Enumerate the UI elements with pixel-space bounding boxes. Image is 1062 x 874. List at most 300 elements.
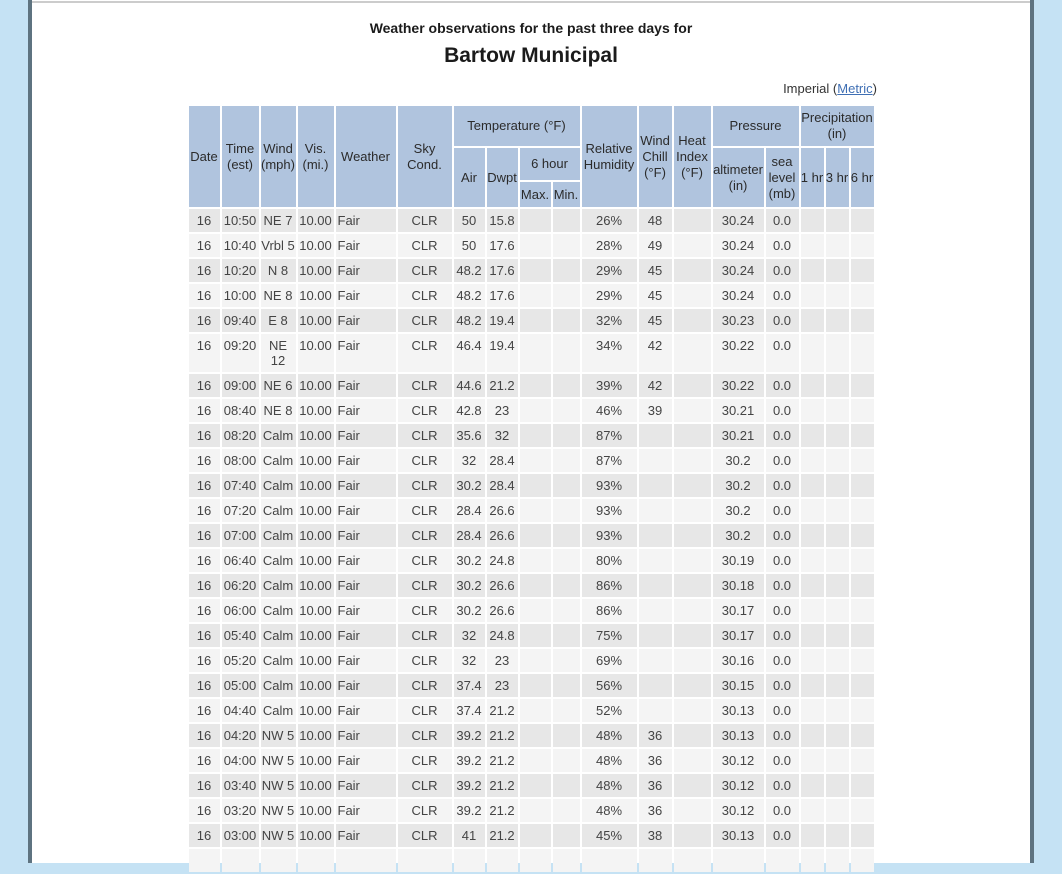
cell-relative-humidity (582, 849, 637, 872)
cell-max (520, 234, 551, 257)
cell-precip-1hr (801, 599, 824, 622)
cell-sea-level: 0.0 (766, 724, 799, 747)
cell-date: 16 (189, 699, 220, 722)
cell-max (520, 499, 551, 522)
cell-precip-6hr (851, 334, 874, 372)
cell-time: 06:40 (222, 549, 259, 572)
cell-min (553, 374, 580, 397)
cell-time (222, 849, 259, 872)
cell-precip-6hr (851, 699, 874, 722)
cell-heat-index (674, 549, 711, 572)
cell-weather (336, 849, 396, 872)
cell-sky: CLR (398, 259, 452, 282)
table-row (189, 474, 874, 497)
cell-precip-6hr (851, 674, 874, 697)
cell-heat-index (674, 234, 711, 257)
cell-relative-humidity: 26% (582, 209, 637, 232)
cell-vis: 10.00 (298, 209, 334, 232)
header-cell-wind-chill: Wind Chill (°F) (639, 106, 672, 207)
cell-wind (261, 849, 296, 872)
units-toggle (185, 81, 877, 97)
cell-wind: Calm (261, 449, 296, 472)
cell-heat-index (674, 449, 711, 472)
cell-altimeter: 30.2 (713, 499, 764, 522)
header-cell-precip-1hr: 1 hr (801, 148, 824, 207)
cell-vis: 10.00 (298, 284, 334, 307)
cell-precip-1hr (801, 574, 824, 597)
cell-relative-humidity: 80% (582, 549, 637, 572)
cell-wind-chill (639, 849, 672, 872)
cell-time: 09:20 (222, 334, 259, 372)
cell-air: 50 (454, 209, 485, 232)
cell-sky: CLR (398, 334, 452, 372)
cell-min (553, 309, 580, 332)
cell-precip-1hr (801, 774, 824, 797)
cell-precip-3hr (826, 399, 849, 422)
cell-date: 16 (189, 309, 220, 332)
cell-sky: CLR (398, 284, 452, 307)
cell-weather: Fair (336, 699, 396, 722)
cell-date: 16 (189, 749, 220, 772)
cell-relative-humidity: 56% (582, 674, 637, 697)
cell-precip-1hr (801, 649, 824, 672)
cell-sky: CLR (398, 309, 452, 332)
cell-dwpt: 21.2 (487, 774, 518, 797)
cell-air: 37.4 (454, 699, 485, 722)
cell-wind-chill (639, 474, 672, 497)
cell-altimeter: 30.18 (713, 574, 764, 597)
cell-precip-3hr (826, 259, 849, 282)
cell-vis: 10.00 (298, 799, 334, 822)
cell-date: 16 (189, 549, 220, 572)
cell-wind-chill (639, 449, 672, 472)
cell-wind-chill: 45 (639, 309, 672, 332)
cell-min (553, 699, 580, 722)
cell-sea-level: 0.0 (766, 234, 799, 257)
cell-wind: NE 8 (261, 284, 296, 307)
cell-time: 10:20 (222, 259, 259, 282)
cell-dwpt: 21.2 (487, 374, 518, 397)
cell-weather: Fair (336, 209, 396, 232)
cell-precip-3hr (826, 774, 849, 797)
cell-sky: CLR (398, 499, 452, 522)
cell-heat-index (674, 499, 711, 522)
cell-relative-humidity: 75% (582, 624, 637, 647)
cell-precip-6hr (851, 549, 874, 572)
cell-sky: CLR (398, 674, 452, 697)
cell-precip-6hr (851, 799, 874, 822)
cell-time: 06:00 (222, 599, 259, 622)
cell-sky: CLR (398, 799, 452, 822)
cell-precip-1hr (801, 674, 824, 697)
cell-relative-humidity: 34% (582, 334, 637, 372)
cell-wind-chill: 36 (639, 749, 672, 772)
cell-min (553, 259, 580, 282)
table-row (189, 209, 874, 232)
cell-relative-humidity: 86% (582, 599, 637, 622)
cell-wind-chill (639, 524, 672, 547)
cell-heat-index (674, 309, 711, 332)
cell-precip-1hr (801, 799, 824, 822)
cell-altimeter: 30.17 (713, 599, 764, 622)
cell-air: 48.2 (454, 259, 485, 282)
page-frame (28, 0, 1034, 863)
cell-air (454, 849, 485, 872)
cell-altimeter: 30.16 (713, 649, 764, 672)
cell-weather: Fair (336, 599, 396, 622)
cell-min (553, 774, 580, 797)
cell-precip-3hr (826, 334, 849, 372)
cell-wind: Calm (261, 499, 296, 522)
cell-wind: Calm (261, 424, 296, 447)
header-group-precipitation: Precipitation (in) (801, 106, 874, 146)
table-row (189, 799, 874, 822)
cell-wind-chill (639, 674, 672, 697)
cell-min (553, 624, 580, 647)
header-cell-visibility: Vis. (mi.) (298, 106, 334, 207)
cell-heat-index (674, 674, 711, 697)
cell-sea-level (766, 849, 799, 872)
cell-date: 16 (189, 599, 220, 622)
cell-heat-index (674, 209, 711, 232)
cell-air: 44.6 (454, 374, 485, 397)
header-group-pressure: Pressure (713, 106, 799, 146)
cell-sea-level: 0.0 (766, 449, 799, 472)
cell-sky: CLR (398, 699, 452, 722)
cell-weather: Fair (336, 424, 396, 447)
cell-max (520, 749, 551, 772)
cell-min (553, 574, 580, 597)
cell-precip-6hr (851, 474, 874, 497)
cell-relative-humidity: 39% (582, 374, 637, 397)
cell-vis: 10.00 (298, 699, 334, 722)
cell-wind: NW 5 (261, 774, 296, 797)
cell-wind: NW 5 (261, 799, 296, 822)
cell-sea-level: 0.0 (766, 309, 799, 332)
cell-dwpt: 28.4 (487, 474, 518, 497)
cell-heat-index (674, 524, 711, 547)
cell-precip-3hr (826, 499, 849, 522)
cell-time: 04:20 (222, 724, 259, 747)
cell-altimeter: 30.17 (713, 624, 764, 647)
cell-time: 07:00 (222, 524, 259, 547)
header-cell-weather: Weather (336, 106, 396, 207)
header-cell-time: Time (est) (222, 106, 259, 207)
cell-air: 30.2 (454, 549, 485, 572)
cell-heat-index (674, 749, 711, 772)
cell-air: 41 (454, 824, 485, 847)
cell-wind-chill: 36 (639, 799, 672, 822)
cell-precip-1hr (801, 284, 824, 307)
cell-vis: 10.00 (298, 549, 334, 572)
cell-sea-level: 0.0 (766, 674, 799, 697)
cell-air: 28.4 (454, 524, 485, 547)
cell-date: 16 (189, 574, 220, 597)
cell-weather: Fair (336, 399, 396, 422)
cell-date: 16 (189, 499, 220, 522)
cell-precip-3hr (826, 549, 849, 572)
cell-weather: Fair (336, 549, 396, 572)
cell-sea-level: 0.0 (766, 209, 799, 232)
cell-air: 39.2 (454, 749, 485, 772)
cell-max (520, 699, 551, 722)
cell-relative-humidity: 48% (582, 774, 637, 797)
cell-dwpt: 24.8 (487, 624, 518, 647)
cell-sky: CLR (398, 399, 452, 422)
cell-weather: Fair (336, 449, 396, 472)
header-cell-precip-3hr: 3 hr (826, 148, 849, 207)
cell-date: 16 (189, 399, 220, 422)
cell-wind: NE 12 (261, 334, 296, 372)
cell-precip-3hr (826, 849, 849, 872)
cell-vis: 10.00 (298, 334, 334, 372)
cell-altimeter: 30.12 (713, 799, 764, 822)
cell-relative-humidity: 86% (582, 574, 637, 597)
cell-wind-chill: 49 (639, 234, 672, 257)
cell-weather: Fair (336, 824, 396, 847)
header-cell-six-hour-min: Min. (553, 182, 580, 207)
cell-precip-6hr (851, 649, 874, 672)
cell-max (520, 209, 551, 232)
cell-min (553, 549, 580, 572)
cell-weather: Fair (336, 624, 396, 647)
cell-precip-1hr (801, 399, 824, 422)
cell-date: 16 (189, 334, 220, 372)
cell-heat-index (674, 424, 711, 447)
cell-time: 08:40 (222, 399, 259, 422)
cell-precip-3hr (826, 724, 849, 747)
cell-max (520, 309, 551, 332)
cell-vis: 10.00 (298, 824, 334, 847)
cell-time: 08:20 (222, 424, 259, 447)
cell-sea-level: 0.0 (766, 549, 799, 572)
table-row (189, 574, 874, 597)
cell-sky: CLR (398, 209, 452, 232)
cell-dwpt: 23 (487, 399, 518, 422)
cell-air: 32 (454, 624, 485, 647)
content-area (185, 20, 877, 874)
cell-wind-chill: 48 (639, 209, 672, 232)
cell-altimeter: 30.24 (713, 259, 764, 282)
cell-wind-chill (639, 574, 672, 597)
cell-time: 05:00 (222, 674, 259, 697)
cell-precip-3hr (826, 574, 849, 597)
table-row (189, 549, 874, 572)
cell-vis: 10.00 (298, 374, 334, 397)
cell-sea-level: 0.0 (766, 749, 799, 772)
cell-precip-6hr (851, 284, 874, 307)
cell-weather: Fair (336, 749, 396, 772)
page-title: Weather observations for the past three days for (369, 20, 693, 36)
cell-relative-humidity: 48% (582, 749, 637, 772)
cell-vis: 10.00 (298, 524, 334, 547)
cell-altimeter: 30.19 (713, 549, 764, 572)
cell-altimeter: 30.2 (713, 474, 764, 497)
cell-sea-level: 0.0 (766, 424, 799, 447)
header-cell-date: Date (189, 106, 220, 207)
cell-altimeter: 30.2 (713, 524, 764, 547)
cell-heat-index (674, 624, 711, 647)
cell-air: 48.2 (454, 309, 485, 332)
cell-relative-humidity: 69% (582, 649, 637, 672)
cell-max (520, 774, 551, 797)
cell-wind: NW 5 (261, 724, 296, 747)
table-row (189, 649, 874, 672)
cell-max (520, 549, 551, 572)
cell-vis: 10.00 (298, 599, 334, 622)
cell-min (553, 234, 580, 257)
cell-sky (398, 849, 452, 872)
cell-date: 16 (189, 234, 220, 257)
cell-air: 28.4 (454, 499, 485, 522)
cell-heat-index (674, 799, 711, 822)
cell-weather: Fair (336, 799, 396, 822)
units-open-paren: ( (829, 81, 838, 96)
cell-precip-3hr (826, 749, 849, 772)
header-cell-air-temp: Air (454, 148, 485, 207)
cell-weather: Fair (336, 474, 396, 497)
cell-dwpt: 21.2 (487, 749, 518, 772)
cell-dwpt: 26.6 (487, 599, 518, 622)
cell-max (520, 449, 551, 472)
cell-weather: Fair (336, 374, 396, 397)
cell-precip-1hr (801, 474, 824, 497)
cell-date: 16 (189, 724, 220, 747)
cell-time: 07:40 (222, 474, 259, 497)
cell-min (553, 449, 580, 472)
cell-precip-3hr (826, 284, 849, 307)
cell-precip-3hr (826, 599, 849, 622)
table-row (189, 234, 874, 257)
header-cell-wind: Wind (mph) (261, 106, 296, 207)
cell-precip-6hr (851, 749, 874, 772)
cell-time: 09:40 (222, 309, 259, 332)
cell-time: 09:00 (222, 374, 259, 397)
cell-wind-chill (639, 549, 672, 572)
cell-date: 16 (189, 649, 220, 672)
cell-date: 16 (189, 424, 220, 447)
cell-min (553, 399, 580, 422)
cell-precip-6hr (851, 449, 874, 472)
cell-time: 05:20 (222, 649, 259, 672)
cell-precip-1hr (801, 309, 824, 332)
cell-relative-humidity: 29% (582, 284, 637, 307)
observations-table (187, 104, 876, 874)
cell-heat-index (674, 699, 711, 722)
cell-sea-level: 0.0 (766, 774, 799, 797)
header-group-six-hour: 6 hour (520, 148, 580, 180)
cell-precip-3hr (826, 699, 849, 722)
cell-weather: Fair (336, 259, 396, 282)
cell-vis: 10.00 (298, 234, 334, 257)
cell-wind: N 8 (261, 259, 296, 282)
table-row (189, 624, 874, 647)
cell-max (520, 374, 551, 397)
cell-dwpt: 26.6 (487, 574, 518, 597)
cell-air: 50 (454, 234, 485, 257)
cell-air: 48.2 (454, 284, 485, 307)
cell-altimeter: 30.12 (713, 774, 764, 797)
header-cell-precip-6hr: 6 hr (851, 148, 874, 207)
cell-wind: NW 5 (261, 824, 296, 847)
cell-precip-1hr (801, 699, 824, 722)
metric-link[interactable]: Metric (837, 81, 873, 96)
cell-wind: E 8 (261, 309, 296, 332)
cell-precip-6hr (851, 824, 874, 847)
cell-time: 10:00 (222, 284, 259, 307)
cell-max (520, 334, 551, 372)
cell-precip-3hr (826, 449, 849, 472)
cell-wind-chill (639, 649, 672, 672)
cell-relative-humidity: 29% (582, 259, 637, 282)
cell-precip-3hr (826, 524, 849, 547)
cell-precip-6hr (851, 849, 874, 872)
cell-air: 37.4 (454, 674, 485, 697)
cell-wind: Calm (261, 474, 296, 497)
cell-time: 10:40 (222, 234, 259, 257)
cell-vis: 10.00 (298, 624, 334, 647)
cell-min (553, 649, 580, 672)
cell-precip-3hr (826, 309, 849, 332)
cell-relative-humidity: 48% (582, 724, 637, 747)
cell-time: 07:20 (222, 499, 259, 522)
cell-sky: CLR (398, 374, 452, 397)
cell-heat-index (674, 399, 711, 422)
cell-precip-3hr (826, 424, 849, 447)
cell-date: 16 (189, 374, 220, 397)
cell-date: 16 (189, 674, 220, 697)
cell-min (553, 749, 580, 772)
cell-date: 16 (189, 449, 220, 472)
cell-precip-3hr (826, 209, 849, 232)
cell-time: 03:20 (222, 799, 259, 822)
cell-precip-1hr (801, 334, 824, 372)
cell-min (553, 474, 580, 497)
observations-tbody (189, 209, 874, 872)
header-group-temperature: Temperature (°F) (454, 106, 580, 146)
cell-dwpt: 26.6 (487, 524, 518, 547)
cell-vis: 10.00 (298, 574, 334, 597)
cell-altimeter: 30.24 (713, 284, 764, 307)
cell-weather: Fair (336, 674, 396, 697)
cell-wind-chill: 42 (639, 334, 672, 372)
cell-sea-level: 0.0 (766, 799, 799, 822)
table-row (189, 524, 874, 547)
cell-precip-1hr (801, 749, 824, 772)
units-close-paren: ) (872, 81, 877, 96)
cell-precip-1hr (801, 209, 824, 232)
cell-precip-6hr (851, 524, 874, 547)
cell-sky: CLR (398, 449, 452, 472)
cell-wind-chill: 45 (639, 284, 672, 307)
header-cell-heat-index: Heat Index (°F) (674, 106, 711, 207)
cell-precip-1hr (801, 624, 824, 647)
cell-max (520, 849, 551, 872)
cell-vis: 10.00 (298, 674, 334, 697)
table-row (189, 724, 874, 747)
cell-precip-1hr (801, 424, 824, 447)
cell-min (553, 824, 580, 847)
cell-dwpt: 21.2 (487, 724, 518, 747)
table-row-partial (189, 849, 874, 872)
cell-heat-index (674, 599, 711, 622)
cell-sea-level: 0.0 (766, 499, 799, 522)
cell-air: 30.2 (454, 574, 485, 597)
table-row (189, 699, 874, 722)
cell-altimeter: 30.22 (713, 334, 764, 372)
cell-dwpt: 23 (487, 649, 518, 672)
cell-wind-chill (639, 699, 672, 722)
